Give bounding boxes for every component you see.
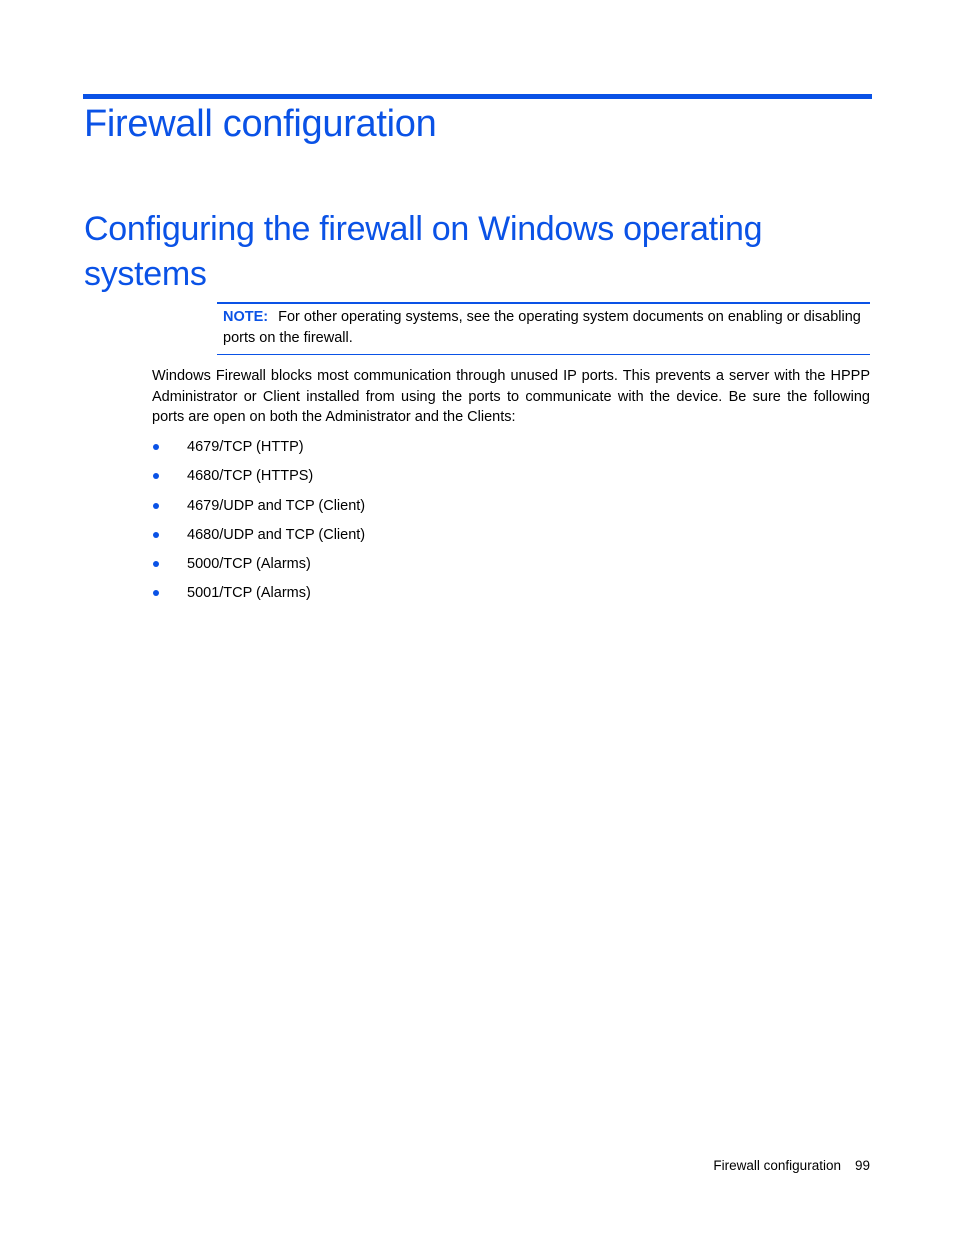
note-box (217, 302, 870, 355)
port-text: 4679/UDP and TCP (Client) (187, 497, 366, 514)
bullet-icon (153, 503, 159, 509)
bullet-icon (153, 444, 159, 450)
chapter-rule (83, 94, 872, 99)
body-paragraph: Windows Firewall blocks most communication through unused IP ports. This prevents a server with the HPPP Administrator or Client installed from using the ports to communicate with the device. Be sure the following ports are open on both the Administrator and the Clients: (152, 368, 870, 425)
list-item (152, 582, 365, 611)
list-item (152, 495, 365, 524)
port-list (152, 436, 365, 612)
list-item (152, 465, 365, 494)
bullet-icon (153, 473, 159, 479)
page-number: 99 (854, 1158, 870, 1173)
port-text: 5000/TCP (Alarms) (187, 556, 311, 573)
list-item (152, 524, 365, 553)
port-text: 4680/UDP and TCP (Client) (187, 526, 366, 543)
note-text: For other operating systems, see the operating system documents on enabling or disabling ports on the firewall. (223, 309, 861, 346)
port-text: 4679/TCP (HTTP) (187, 439, 304, 455)
footer-section: Firewall configuration (713, 1158, 841, 1173)
list-item (152, 553, 365, 582)
note-label: NOTE: (223, 309, 269, 325)
bullet-icon (153, 590, 159, 596)
bullet-icon (153, 561, 159, 567)
port-text: 4680/TCP (HTTPS) (187, 468, 314, 485)
port-text: 5001/TCP (Alarms) (187, 585, 311, 602)
chapter-title: Firewall configuration (84, 103, 437, 145)
section-title: Configuring the firewall on Windows operating systems (84, 210, 763, 293)
bullet-icon (153, 532, 159, 538)
list-item (152, 436, 365, 465)
page-footer (713, 1158, 870, 1173)
